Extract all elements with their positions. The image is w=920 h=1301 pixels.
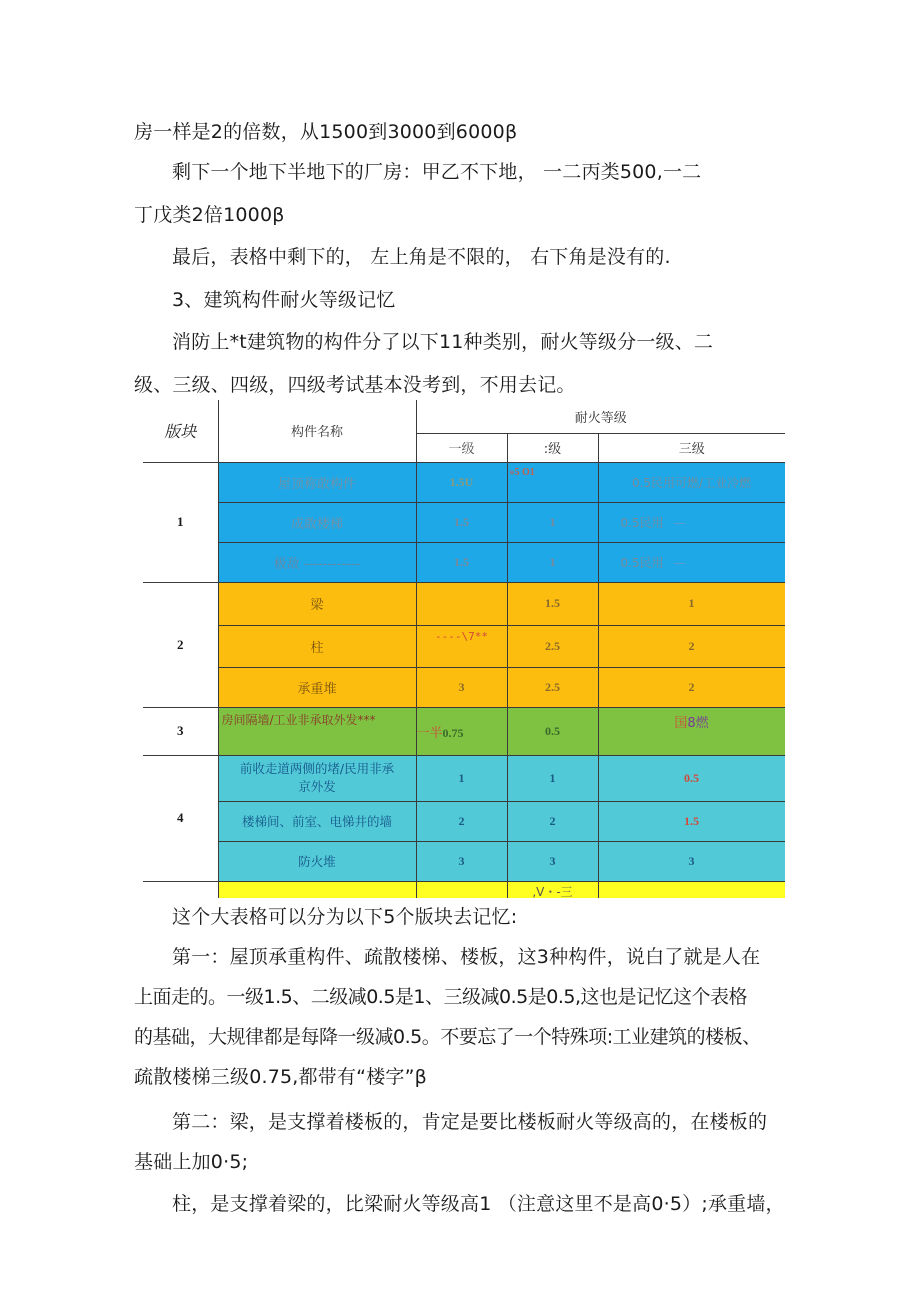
paragraph-6: 级、三级、四级，四级考试基本没考到，不用去记。 [134, 374, 576, 396]
block-1-label: 1 [143, 462, 218, 582]
table-row-name [218, 755, 416, 801]
block-5-label [143, 881, 218, 898]
table-cell: 1 [416, 755, 507, 801]
paragraph-5: 消防上*t建筑物的构件分了以下11种类别，耐火等级分一级、二 [172, 331, 714, 353]
paragraph-11: 疏散楼梯三级0.75,都带有“楼字”β [134, 1066, 427, 1088]
table-cell: 3 [598, 841, 785, 881]
table-cell: 1.5U [416, 462, 507, 502]
header-fire-rating: 耐火等级 [416, 400, 785, 433]
header-block: 版块 [143, 400, 218, 462]
table-cell: 1 [507, 502, 598, 542]
paragraph-14: 柱，是支撑着梁的，比梁耐火等级高1 （注意这里不是高0·5）;承重墙， [172, 1193, 785, 1215]
paragraph-4: 最后，表格中剩下的， 左上角是不限的， 右下角是没有的. [172, 246, 671, 268]
block-3-label: 3 [143, 707, 218, 755]
table-cell [416, 881, 507, 898]
paragraph-1: 房一样是2的倍数，从1500到3000到6000β [134, 121, 518, 143]
table-cell [598, 707, 785, 755]
row-name-line-1: 前收走道两侧的堵/民用非承 [239, 761, 395, 776]
table-cell [598, 881, 785, 898]
table-cell: 2 [507, 801, 598, 841]
cell-text: 0.5民用 [620, 555, 664, 570]
section-heading: 3、建筑构件耐火等级记忆 [172, 289, 396, 311]
table-cell: 2 [598, 667, 785, 707]
table-cell: ----\7** [416, 625, 507, 667]
header-component-name: 构件名称 [218, 400, 416, 462]
cell-text: 8燃 [687, 715, 709, 731]
table-cell: »5 O1 [507, 462, 598, 502]
table-cell: 1 [507, 542, 598, 582]
table-cell: 0.5 [598, 755, 785, 801]
cell-prefix: 国 [674, 715, 688, 731]
paragraph-12: 第二：梁，是支撑着楼板的，肯定是要比楼板耐火等级高的，在楼板的 [172, 1111, 768, 1133]
table-cell: 1 [507, 755, 598, 801]
dash-mark: — [673, 555, 686, 570]
paragraph-2: 剩下一个地下半地下的厂房：甲乙不下地， 一二丙类500,一二 [172, 161, 702, 183]
table-cell [416, 582, 507, 625]
table-cell: 1.5 [416, 542, 507, 582]
header-grade-3: 三级 [598, 433, 785, 462]
table-cell: 1.5 [416, 502, 507, 542]
table-cell: 3 [416, 841, 507, 881]
table-row-name: 楼梯间、前室、电悌井的墙 [218, 801, 416, 841]
paragraph-3: 丁戊类2倍1000β [134, 204, 285, 226]
paragraph-13: 基础上加0·5; [134, 1151, 249, 1173]
dash-mark: — [673, 515, 686, 530]
table-cell: 2.5 [507, 667, 598, 707]
table-cell: 2.5 [507, 625, 598, 667]
table-cell: 0.5民用可燃/工业冷燃 [598, 462, 785, 502]
header-grade-2: :级 [507, 433, 598, 462]
table-cell [598, 542, 785, 582]
table-cell [598, 502, 785, 542]
fire-rating-table [143, 400, 785, 898]
paragraph-10: 的基础，大规律都是每降一级减0.5。不要忘了一个特殊项:工业建筑的楼板、 [134, 1026, 761, 1048]
block-2-label: 2 [143, 582, 218, 707]
table-cell: 1 [598, 582, 785, 625]
table-cell: 1.5 [507, 582, 598, 625]
cell-prefix: 一半 [416, 725, 443, 741]
table-row-name: 房间隔墙/工业非承取外发*** [218, 707, 416, 755]
table-row-name: 极敌 ------------ [218, 542, 416, 582]
paragraph-7: 这个大表格可以分为以下5个版块去记忆: [172, 906, 518, 928]
table-cell [416, 707, 507, 755]
table-cell [218, 881, 416, 898]
table-cell: 3 [416, 667, 507, 707]
table-cell: 0.5 [507, 707, 598, 755]
table-row-name: 屋顶称敢构件 [218, 462, 416, 502]
paragraph-9: 上面走的。一级1.5、二级减0.5是1、三级减0.5是0.5,这也是记忆这个表格 [134, 986, 747, 1008]
table-cell: 2 [598, 625, 785, 667]
table-cell: ,V・-三 [507, 881, 598, 898]
table-row-name: 承重堆 [218, 667, 416, 707]
header-grade-1: 一级 [416, 433, 507, 462]
table-row-name: 防火堆 [218, 841, 416, 881]
block-4-label: 4 [143, 755, 218, 881]
cell-text: 0.5民用 [620, 515, 664, 530]
table-row-name: 梁 [218, 582, 416, 625]
row-name-line-2: 京外发 [298, 779, 336, 794]
paragraph-8: 第一：屋顶承重构件、疏散楼梯、楼板，这3种构件，说白了就是人在 [172, 946, 761, 968]
table-row-name: 成敢楼梯 [218, 502, 416, 542]
table-cell: 2 [416, 801, 507, 841]
table-row-name: 柱 [218, 625, 416, 667]
table-cell: 1.5 [598, 801, 785, 841]
table-cell: 3 [507, 841, 598, 881]
cell-text: 0.75 [442, 725, 464, 740]
